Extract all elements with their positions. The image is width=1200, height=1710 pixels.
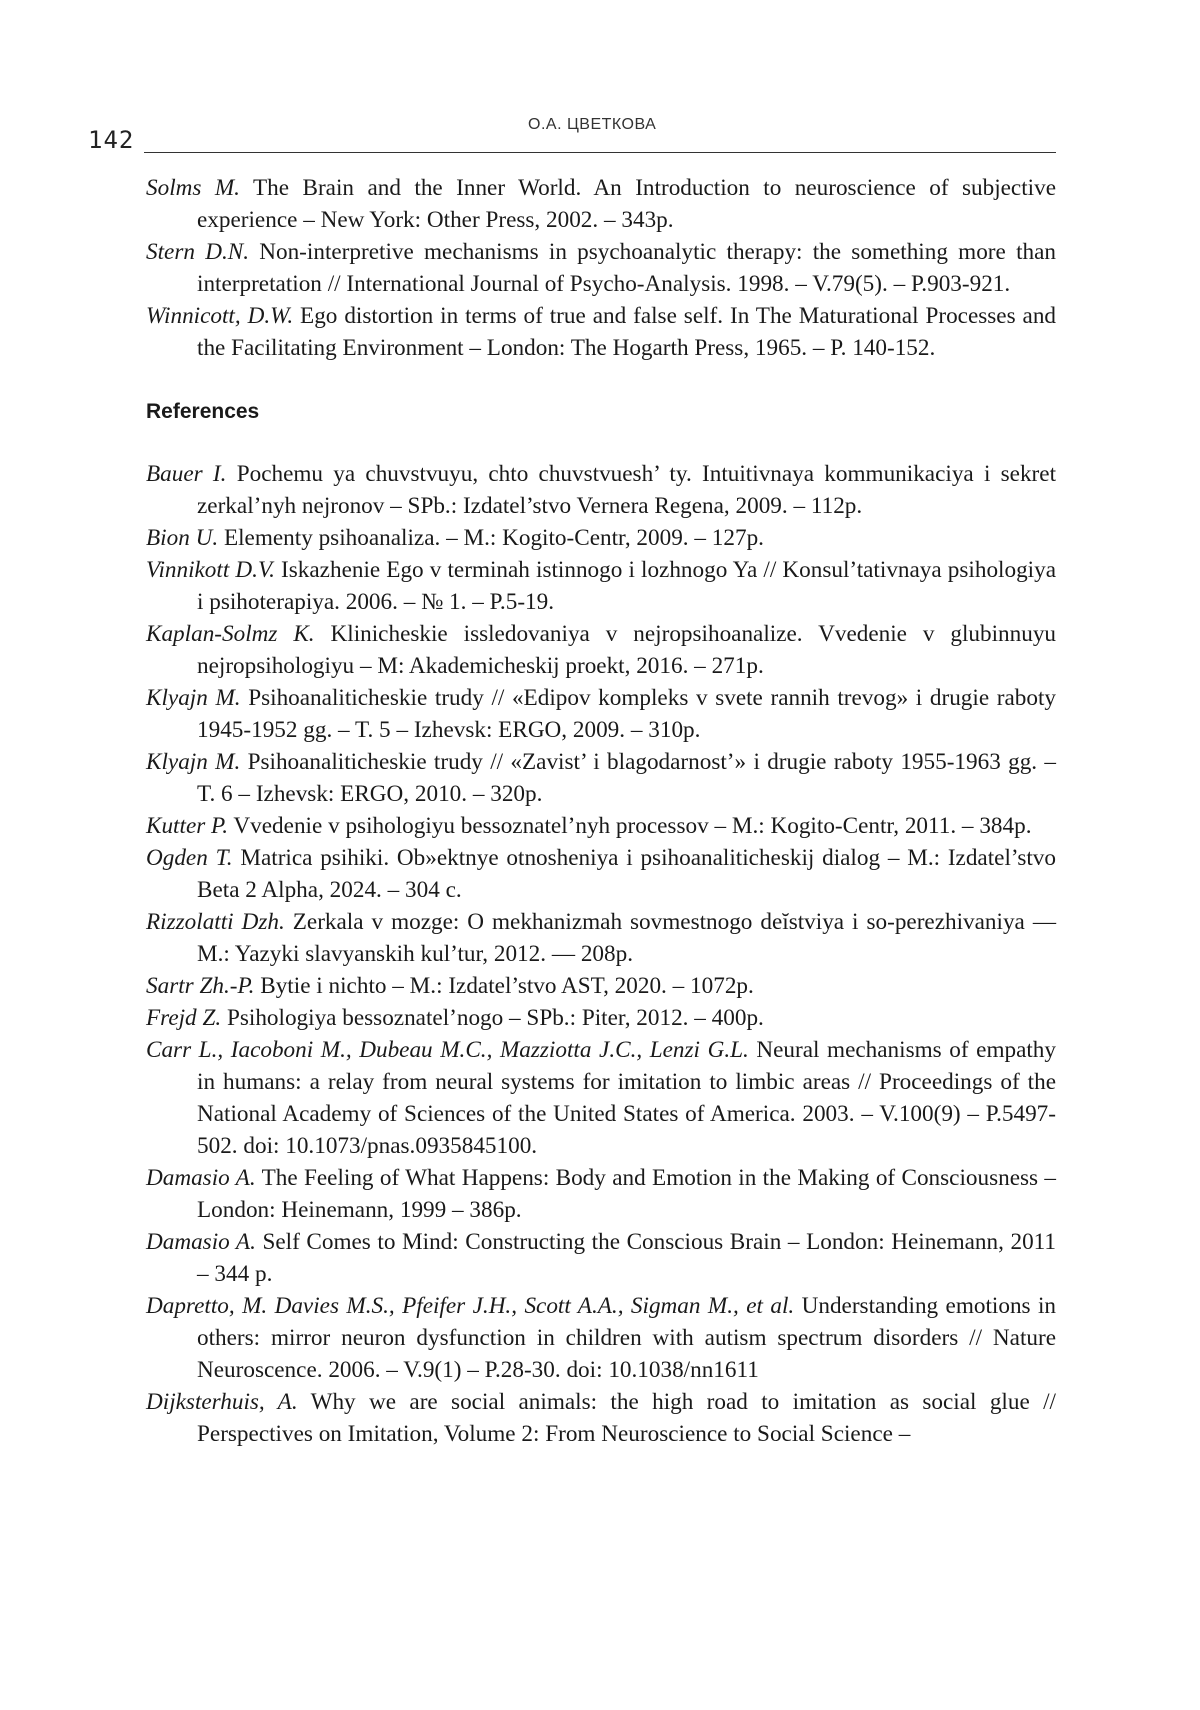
reference-authors: Dijksterhuis, A. [146,1389,298,1415]
reference-text: Self Comes to Mind: Constructing the Conscious Brain – London: Heinemann, 2011 – 344 p. [197,1229,1057,1287]
reference-text: The Brain and the Inner World. An Introduction to neuroscience of subjective experience – New York: Other Press, 2002. – 343p. [197,175,1056,233]
reference-text: Zerkala v mozge: O mekhanizmah sovmestnogo deĭstviya i so-perezhivaniya — M.: Yazyki slavyanskih kul’tur, 2012. — 208p. [197,909,1057,967]
reference-text: Elementy psihoanaliza. – M.: Kogito-Centr, 2009. – 127p. [223,525,764,551]
reference-authors: Ogden T. [146,845,233,871]
reference-authors: Carr L., Iacoboni M., Dubeau M.C., Mazziotta J.C., Lenzi G.L. [146,1037,749,1063]
reference-authors: Rizzolatti Dzh. [146,909,285,935]
reference-item [146,172,1056,236]
reference-authors: Stern D.N. [146,239,249,265]
reference-text: Understanding emotions in others: mirror neuron dysfunction in children with autism spectrum disorders // Nature Neuroscence. 2006. – V.9(1) – P.28-30. doi: 10.1038/nn1611 [197,1293,1057,1383]
reference-text: Matrica psihiki. Ob»ektnye otnosheniya i psihoanaliticheskij dialog – M.: Izdatel’stvo Beta 2 Alpha, 2024. – 304 c. [197,845,1056,903]
reference-item [146,300,1056,364]
reference-item [146,1002,1056,1034]
running-head: О.А. ЦВЕТКОВА [528,116,657,133]
reference-text: Why we are social animals: the high road to imitation as social glue // Perspectives on Imitation, Volume 2: From Neuroscience to Social Science – [197,1389,1056,1447]
reference-authors: Damasio A. [146,1229,256,1255]
reference-item [146,970,1056,1002]
page-number: 142 [88,126,135,154]
reference-authors: Winnicott, D.W. [146,303,294,329]
reference-item [146,522,1056,554]
reference-text: Klinicheskie issledovaniya v nejropsihoanalize. Vvedenie v glubinnuyu nejropsihologiyu – M: Akademicheskij proekt, 2016. – 271p. [197,621,1057,679]
reference-text: Neural mechanisms of empathy in humans: a relay from neural systems for imitation to limbic areas // Proceedings of the National Academy of Sciences of the United States of America. 2003. – V.100(9) – P.5497-502. doi: 10.1073/pnas.0935845100. [197,1037,1056,1159]
references-heading: References [146,400,260,423]
reference-text: The Feeling of What Happens: Body and Emotion in the Making of Consciousness – London: Heinemann, 1999 – 386p. [197,1165,1056,1223]
reference-text: Ego distortion in terms of true and false self. In The Maturational Processes and the Facilitating Environment – London: The Hogarth Press, 1965. – P. 140-152. [197,303,1057,361]
reference-text: Pochemu ya chuvstvuyu, chto chuvstvuesh’ ty. Intuitivnaya kommunikaciya i sekret zerkal’nyh nejronov – SPb.: Izdatel’stvo Vernera Regena, 2009. – 112p. [197,461,1057,519]
reference-text: Psihoanaliticheskie trudy // «Zavist’ i blagodarnost’» i drugie raboty 1955-1963 gg. – T. 6 – Izhevsk: ERGO, 2010. – 320p. [197,749,1057,807]
reference-item [146,906,1056,970]
reference-item [146,458,1056,522]
reference-authors: Bauer I. [146,461,227,487]
reference-item [146,554,1056,618]
reference-text: Iskazhenie Ego v terminah istinnogo i lozhnogo Ya // Konsul’tativnaya psihologiya i psihoterapiya. 2006. – № 1. – P.5-19. [197,557,1057,615]
reference-item [146,1034,1056,1162]
reference-item [146,1290,1056,1386]
reference-authors: Klyajn M. [146,749,241,775]
reference-authors: Kaplan-Solmz K. [146,621,315,647]
reference-authors: Frejd Z. [146,1005,222,1031]
reference-list [146,458,1056,1450]
reference-authors: Damasio A. [146,1165,256,1191]
reference-item [146,618,1056,682]
reference-authors: Sartr Zh.-P. [146,973,255,999]
reference-item [146,746,1056,810]
reference-item [146,1226,1056,1290]
reference-text: Non-interpretive mechanisms in psychoanalytic therapy: the something more than interpretation // International Journal of Psycho-Analysis. 1998. – V.79(5). – P.903-921. [197,239,1056,297]
page-content [146,172,1056,1450]
reference-text: Vvedenie v psihologiyu bessoznatel’nyh processov – M.: Kogito-Centr, 2011. – 384p. [233,813,1032,839]
reference-authors: Bion U. [146,525,219,551]
reference-authors: Vinnikott D.V. [146,557,275,583]
reference-authors: Dapretto, M. Davies M.S., Pfeifer J.H., Scott A.A., Sigman M., et al. [146,1293,795,1319]
page-header [88,112,1056,158]
reference-item [146,1162,1056,1226]
reference-text: Psihoanaliticheskie trudy // «Edipov kompleks v svete rannih trevog» i drugie raboty 1945-1952 gg. – T. 5 – Izhevsk: ERGO, 2009. – 310p. [197,685,1056,743]
reference-authors: Klyajn M. [146,685,241,711]
reference-authors: Kutter P. [146,813,229,839]
reference-item [146,1386,1056,1450]
header-rule [144,152,1056,153]
reference-authors: Solms M. [146,175,240,201]
reference-item [146,236,1056,300]
reference-text: Psihologiya bessoznatel’nogo – SPb.: Piter, 2012. – 400p. [226,1005,764,1031]
reference-item [146,810,1056,842]
reference-item [146,842,1056,906]
reference-item [146,682,1056,746]
reference-list-top [146,172,1056,364]
reference-text: Bytie i nichto – M.: Izdatel’stvo AST, 2020. – 1072p. [260,973,754,999]
